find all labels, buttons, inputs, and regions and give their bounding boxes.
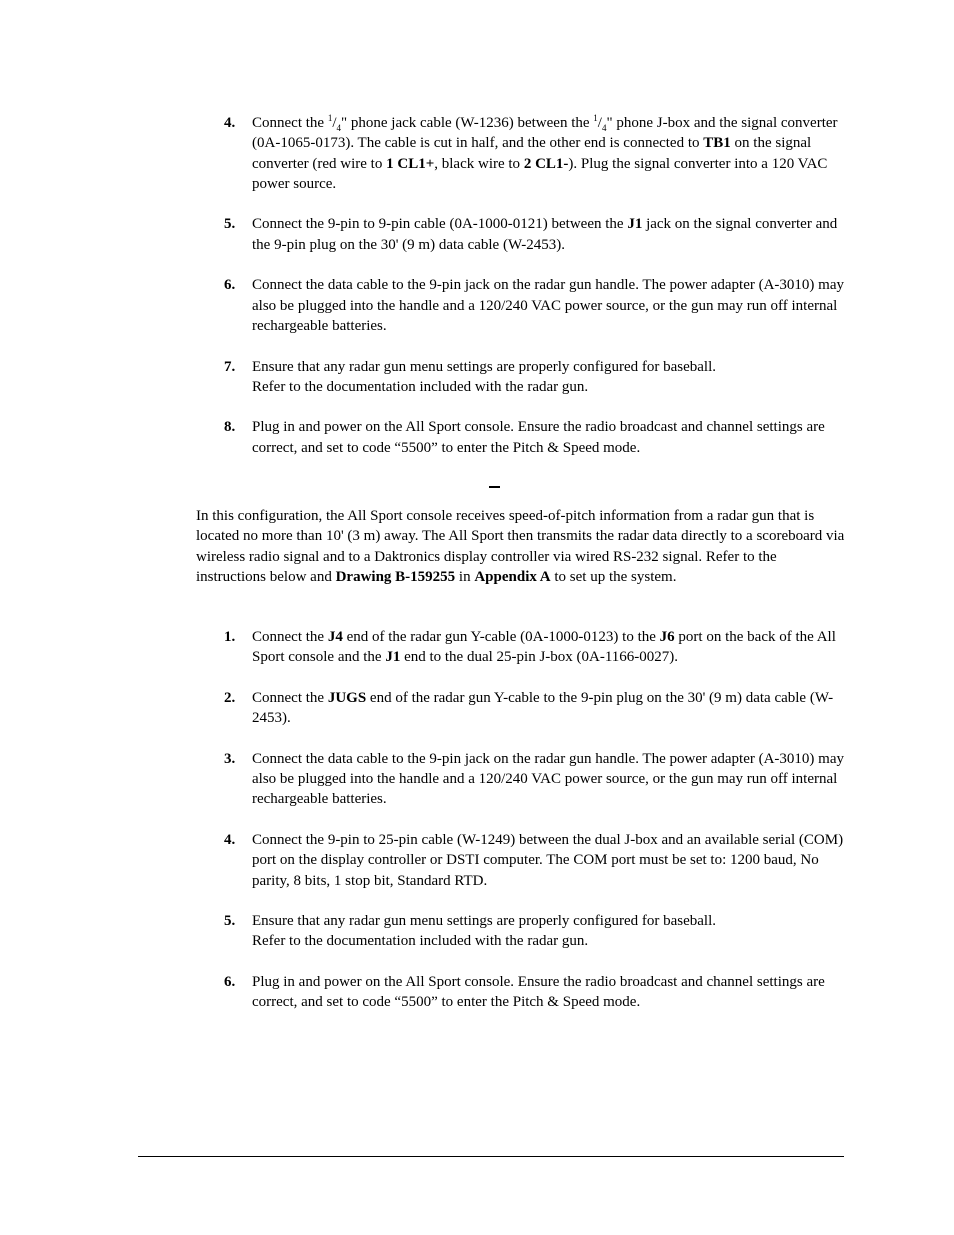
bold-term: J6 [659,629,675,645]
step-text [252,113,844,194]
step-number: 4. [224,831,236,848]
step-number: 6. [224,277,236,294]
text-run: on the signal converter (red wire to [252,135,812,172]
step-text [252,417,844,458]
text-run: 4 [601,123,607,133]
step-number: 7. [224,358,236,375]
step-number: 5. [224,216,236,233]
step-text [252,214,844,255]
text-run: jack on the signal converter and the 9-pin plug on the 30' (9 m) data cable (W-2453). [252,216,838,253]
bold-term: J1 [385,649,401,666]
list-item [224,214,844,255]
step-number: 2. [224,689,236,706]
text-run: ). Plug the signal converter into a 120 VAC power source. [252,155,828,192]
text-run: Plug in and power on the All Sport console. Ensure the radio broadcast and channel settings are correct, and set to code “5500” to enter the Pitch & Speed mode. [252,974,825,1011]
step-number: 1. [224,629,236,645]
text-run: Plug in and power on the All Sport console. Ensure the radio broadcast and channel settings are correct, and set to code “5500” to enter the Pitch & Speed mode. [252,419,825,456]
step-text [252,357,844,398]
step-text [252,972,844,1013]
text-run: port on the back of the All Sport console and the [252,629,836,666]
step-number: 3. [224,750,236,767]
text-run: / [597,115,602,131]
list-item [224,417,844,458]
text-run: Connect the data cable to the 9-pin jack on the radar gun handle. The power adapter (A-3010) may also be plugged into the handle and a 120/240 VAC power source, or the gun may run off internal rechargeable batteries. [252,750,845,808]
step-list-phone-jack-setup [224,113,844,478]
text-run: to set up the system. [550,568,677,585]
list-item [224,911,844,952]
step-list-dual-jbox-setup [224,627,844,1033]
text-run: / [332,115,337,131]
text-run: Refer to the documentation included with the radar gun. [252,933,589,950]
text-run: Ensure that any radar gun menu settings are properly configured for baseball. [252,358,717,375]
bold-term: 1 CL1+ [386,155,435,172]
text-run: Connect the 9-pin to 9-pin cable (0A-1000-0121) between the [252,216,628,233]
text-run: " phone jack cable (W-1236) between the [341,115,594,131]
step-number: 6. [224,974,236,991]
text-run: Connect the [252,629,328,645]
text-run: , black wire to [434,155,524,172]
list-item [224,830,844,891]
list-item [224,749,844,810]
text-run: end to the dual 25-pin J-box (0A-1166-0027). [400,649,679,666]
text-run: 1 [593,113,598,123]
bold-term: J4 [327,629,343,645]
text-run: end of the radar gun Y-cable (0A-1000-0123) to the [342,629,660,645]
bold-term: J1 [627,216,643,233]
step-number: 4. [224,115,236,131]
footer-rule [138,1156,844,1157]
text-run: Ensure that any radar gun menu settings are properly configured for baseball. [252,913,717,930]
list-item [224,972,844,1013]
bold-term: 2 CL1- [523,155,569,172]
section-heading-dash [489,486,500,488]
step-text [252,830,844,891]
bold-term: Appendix A [474,568,551,585]
bold-term: JUGS [327,689,367,706]
list-item [224,688,844,729]
text-run: 4 [336,123,341,133]
bold-term: TB1 [703,135,731,152]
step-text [252,275,844,336]
section-intro-paragraph [196,506,848,587]
list-item [224,357,844,398]
text-run: end of the radar gun Y-cable to the 9-pin plug on the 30' (9 m) data cable (W-2453). [252,689,834,727]
step-text [252,627,844,668]
text-run: Refer to the documentation included with the radar gun. [252,378,589,395]
step-number: 8. [224,419,236,436]
text-run: In this configuration, the All Sport console receives speed-of-pitch information from a radar gun that is located no more than 10' (3 m) away. The All Sport then transmits the radar data directly to a scoreboard via wireless radio signal and to a Daktronics display controller via wired RS-232 signal. Refer to the instructions below and [196,508,845,585]
list-item [224,275,844,336]
step-number: 5. [224,913,236,930]
text-run: Connect the 9-pin to 25-pin cable (W-1249) between the dual J-box and an available serial (COM) port on the display controller or DSTI computer. The COM port must be set to: 1200 baud, No parity, 8 bits, 1 stop bit, Standard RTD. [252,831,844,889]
text-run: in [455,568,475,585]
step-text [252,911,844,952]
text-run: Connect the data cable to the 9-pin jack on the radar gun handle. The power adapter (A-3010) may also be plugged into the handle and a 120/240 VAC power source, or the gun may run off internal rechargeable batteries. [252,277,845,334]
text-run: " phone J-box and the signal converter (0A-1065-0173). The cable is cut in half, and the other end is connected to [252,115,838,152]
text-run: Connect the [252,115,328,131]
bold-term: Drawing B-159255 [335,568,456,585]
text-run: 1 [327,113,333,123]
step-text [252,749,844,810]
list-item [224,627,844,668]
step-text [252,688,844,729]
text-run: Connect the [252,689,328,706]
list-item [224,113,844,194]
